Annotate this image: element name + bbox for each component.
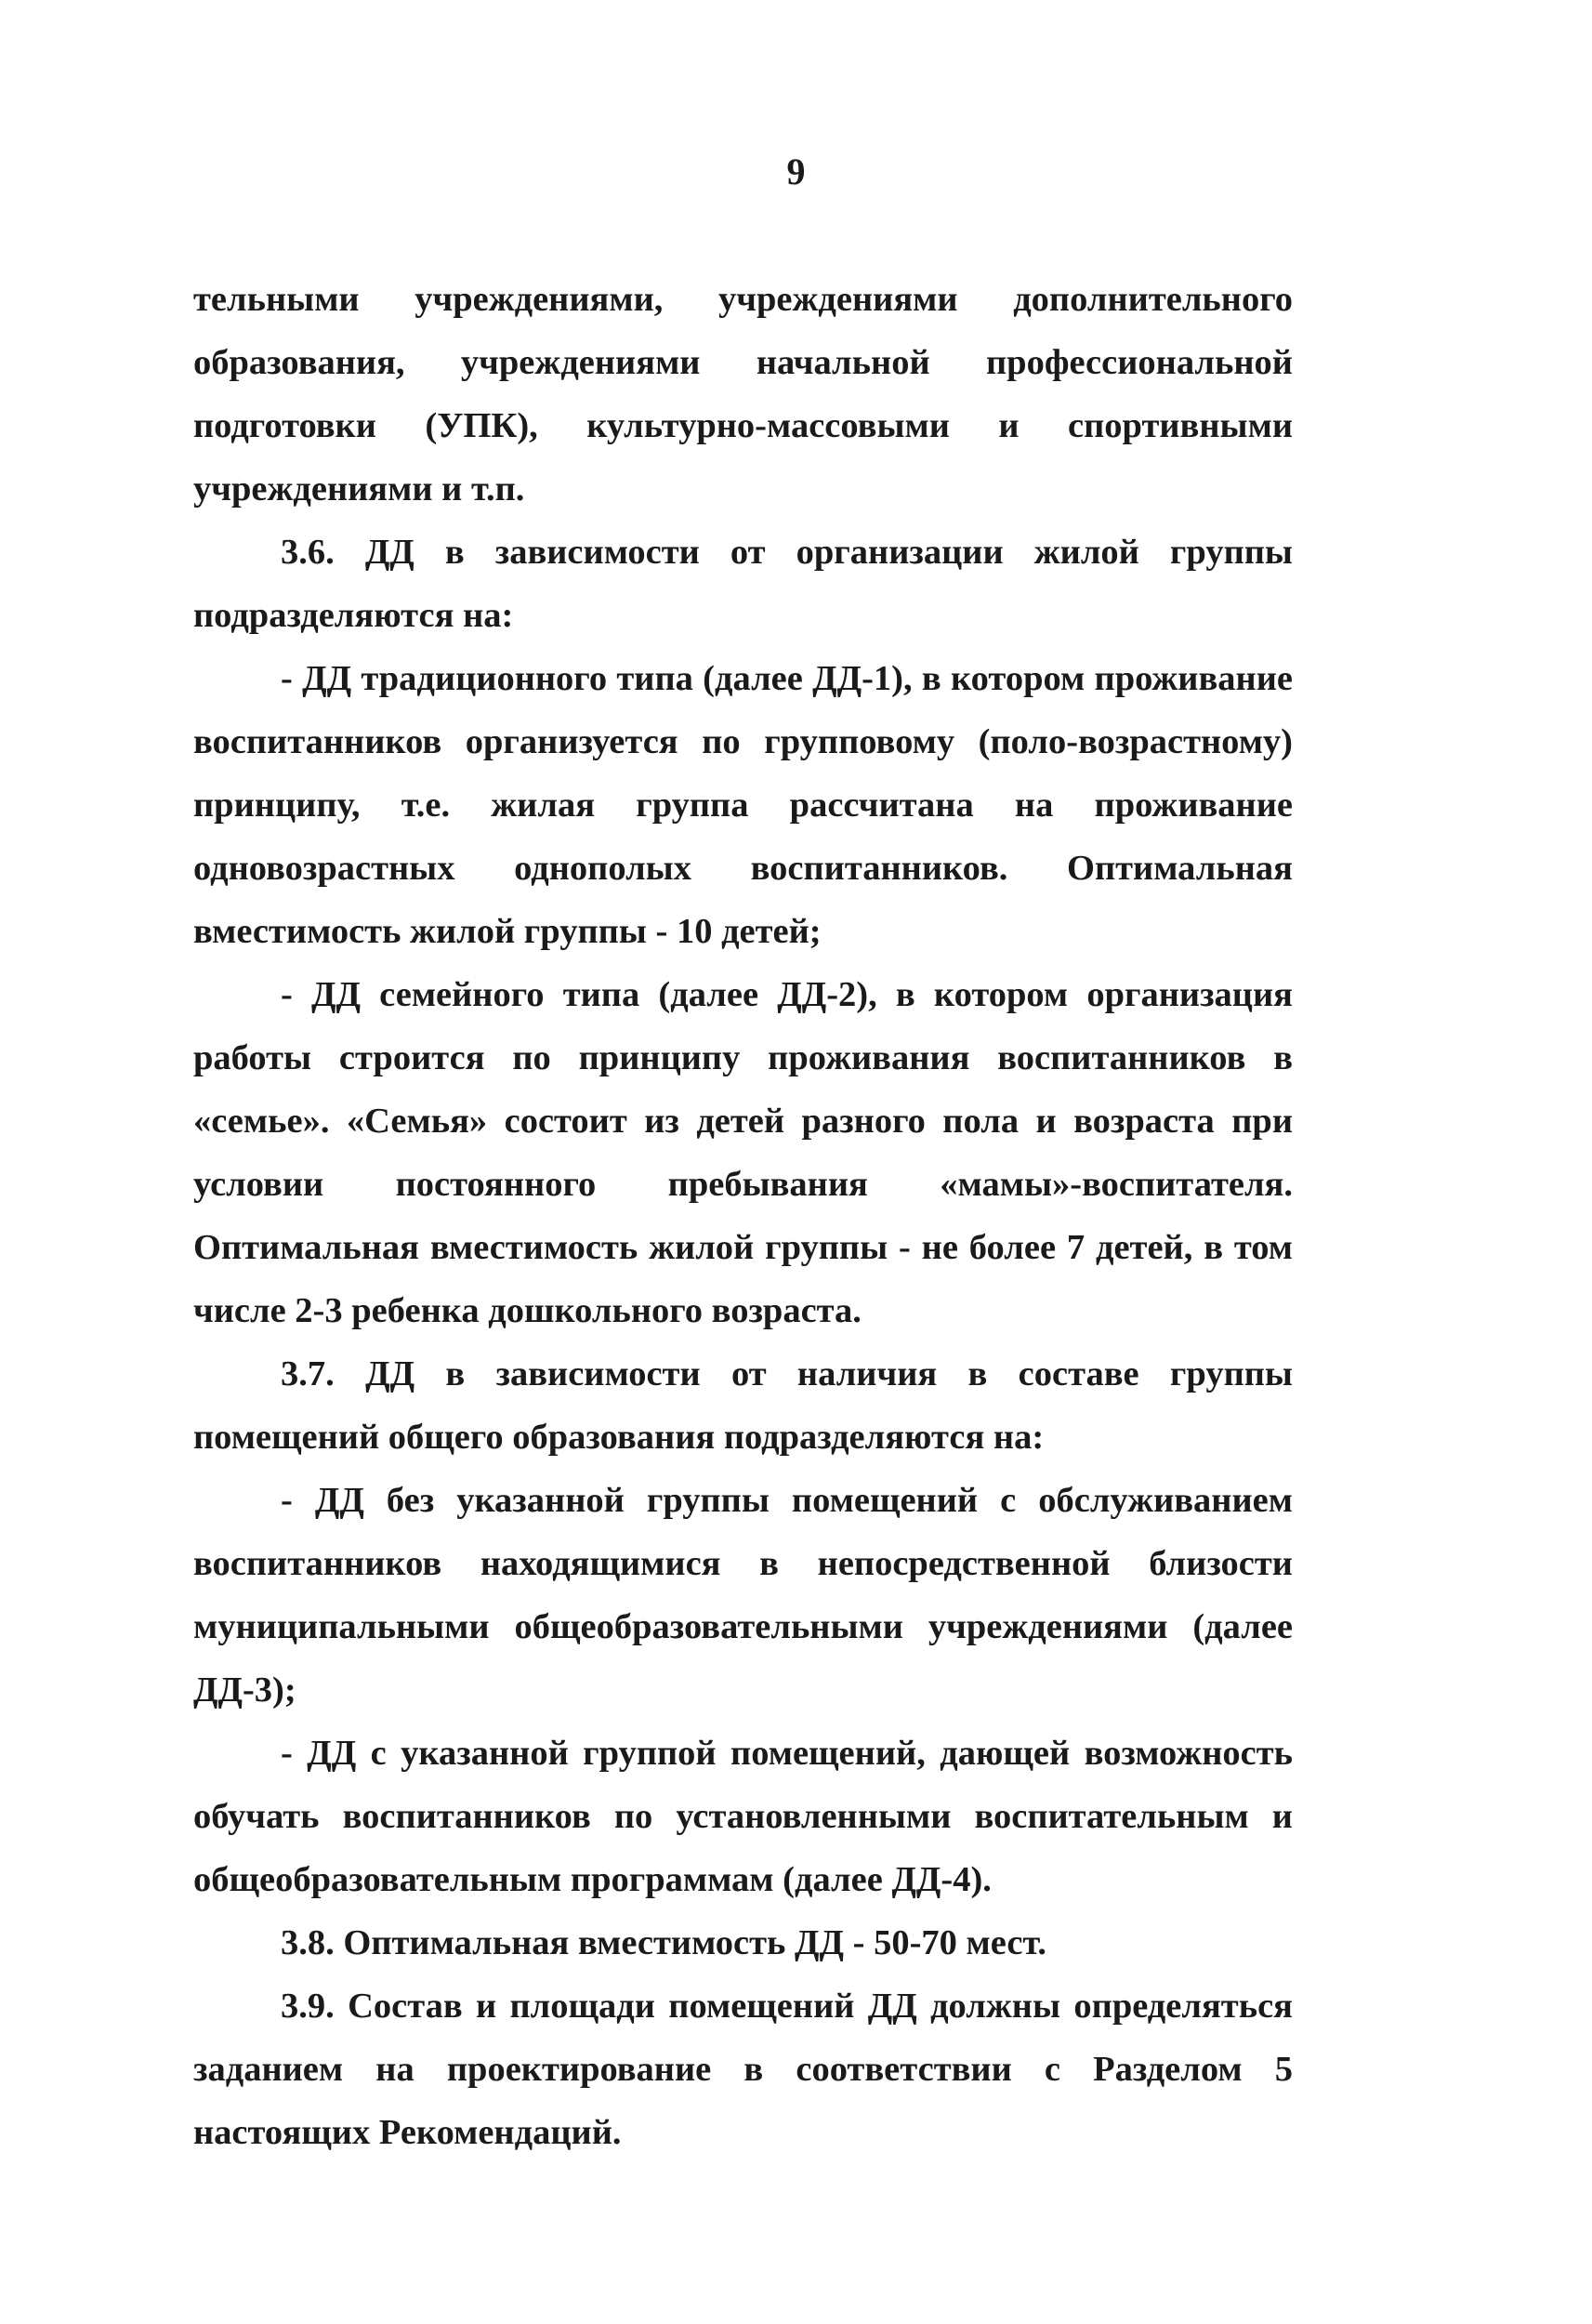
paragraph-continuation: тельными учреждениями, учреждениями дополнительного образования, учреждениями начальной профессиональной подготовки (УПК), культурно-массовыми и спортивными учреждениями и т.п.: [193, 280, 1293, 508]
paragraph-dd2-family: - ДД семейного типа (далее ДД-2), в котором организация работы строится по принципу проживания воспитанников в «семье». «Семья» состоит из детей разного пола и возраста при условии постоянного пребывания «мамы»-воспитателя. Оптимальная вместимость жилой группы - не более 7 детей, в том числе 2-3 ребенка дошкольного возраста.: [193, 975, 1293, 1330]
paragraph-dd4: - ДД с указанной группой помещений, дающей возможность обучать воспитанников по установленными воспитательным и общеобразовательным программам (далее ДД-4).: [193, 1734, 1293, 1899]
document-body: [193, 268, 1293, 2164]
paragraph-3-9: 3.9. Состав и площади помещений ДД должны определяться заданием на проектирование в соответствии с Разделом 5 настоящих Рекомендаций.: [193, 1987, 1293, 2152]
paragraph-3-8: 3.8. Оптимальная вместимость ДД - 50-70 мест.: [281, 1923, 1047, 1962]
paragraph-3-6: 3.6. ДД в зависимости от организации жилой группы подразделяются на:: [193, 533, 1293, 635]
paragraph-3-7: 3.7. ДД в зависимости от наличия в составе группы помещений общего образования подразделяются на:: [193, 1354, 1293, 1457]
paragraph-dd3: - ДД без указанной группы помещений с обслуживанием воспитанников находящимися в непосредственной близости муниципальными общеобразовательными учреждениями (далее ДД-3);: [193, 1481, 1293, 1710]
paragraph-dd1-traditional: - ДД традиционного типа (далее ДД-1), в котором проживание воспитанников организуется по групповому (поло-возрастному) принципу, т.е. жилая группа рассчитана на проживание одновозрастных однополых воспитанников. Оптимальная вместимость жилой группы - 10 детей;: [193, 659, 1293, 951]
page-number: 9: [786, 151, 806, 192]
